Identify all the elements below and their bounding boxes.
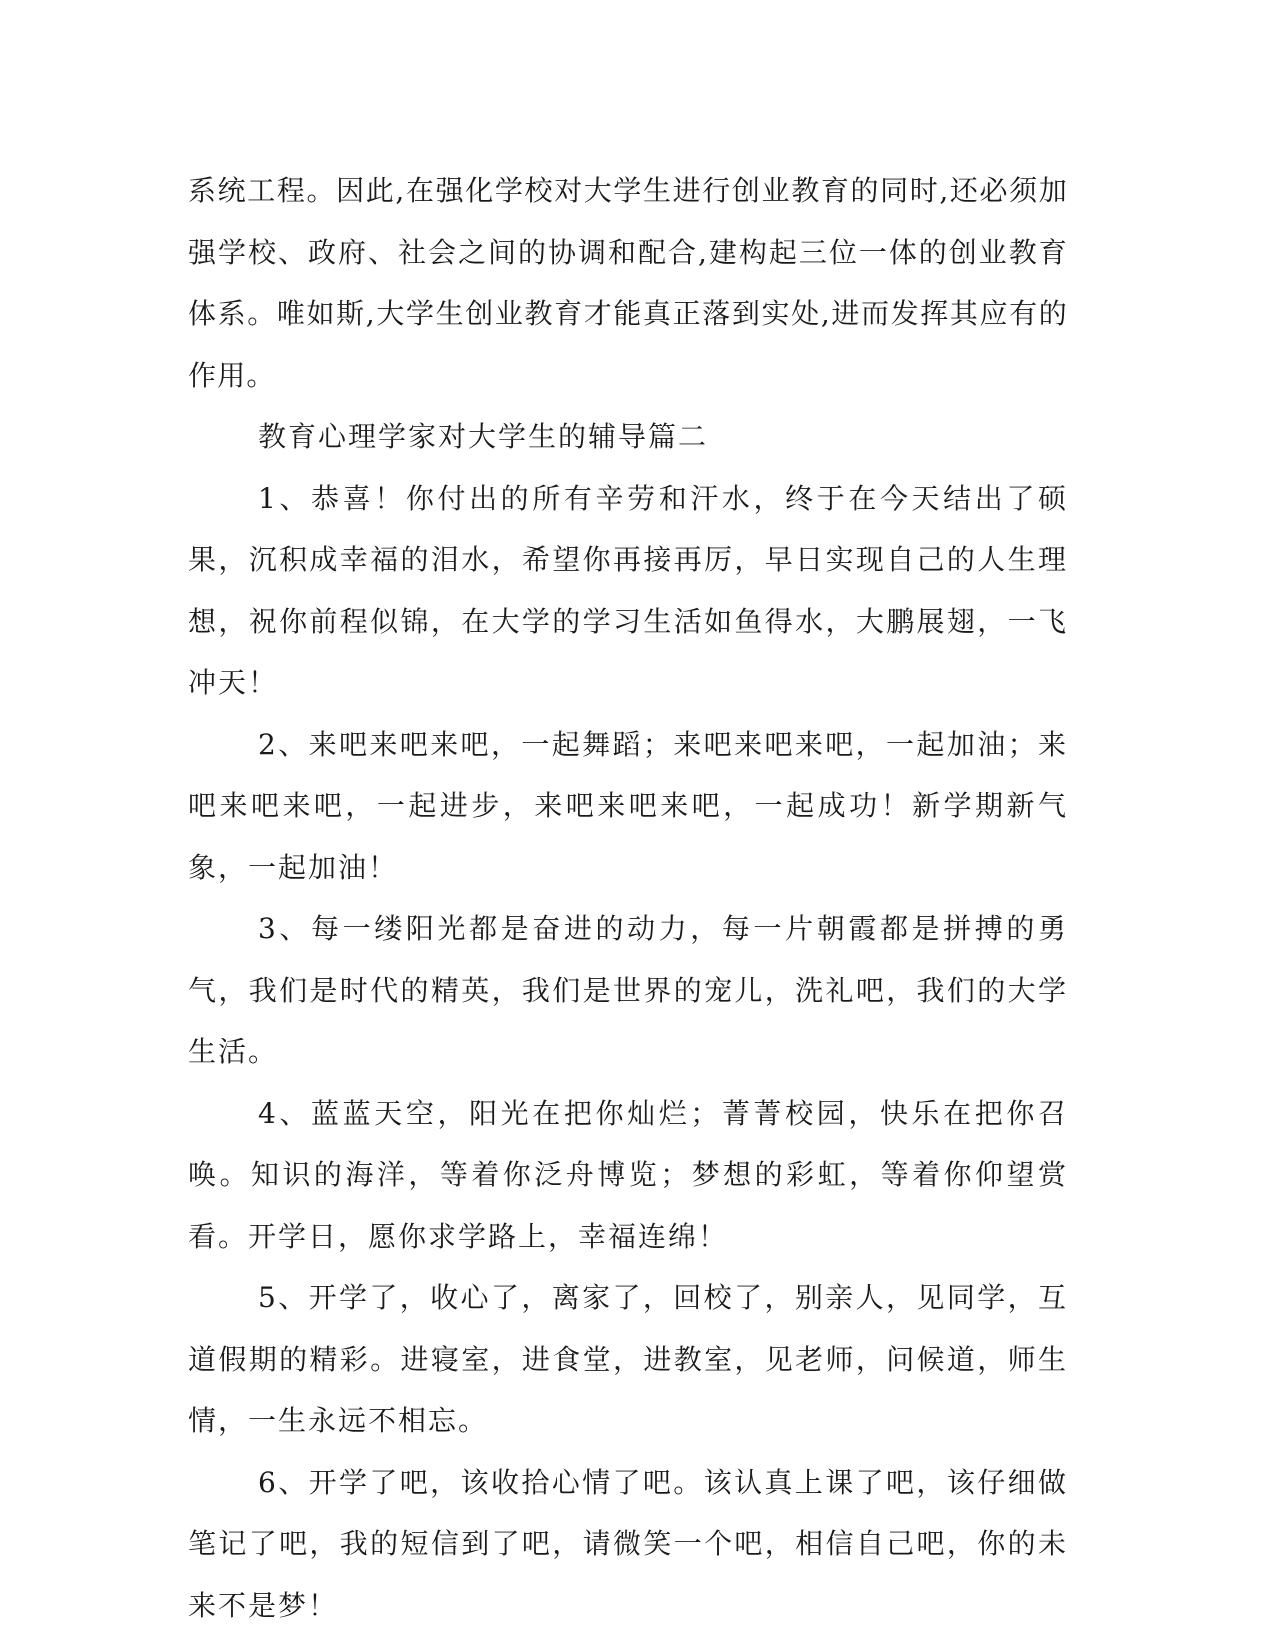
- continuation-paragraph: 系统工程。因此,在强化学校对大学生进行创业教育的同时,还必须加强学校、政府、社会之间的协调和配合,建构起三位一体的创业教育体系。唯如斯,大学生创业教育才能真正落到实处,进而发挥其应有的作用。: [188, 174, 1068, 392]
- list-item: 2、来吧来吧来吧，一起舞蹈；来吧来吧来吧，一起加油；来吧来吧来吧，一起进步，来吧来吧来吧，一起成功！新学期新气象，一起加油！: [188, 727, 1068, 884]
- list-item: 5、开学了，收心了，离家了，回校了，别亲人，见同学，互道假期的精彩。进寝室，进食堂，进教室，见老师，问候道，师生情，一生永远不相忘。: [188, 1281, 1068, 1437]
- list-item: 4、蓝蓝天空，阳光在把你灿烂；菁菁校园，快乐在把你召唤。知识的海洋，等着你泛舟博览；梦想的彩虹，等着你仰望赏看。开学日，愿你求学路上，幸福连绵！: [188, 1096, 1068, 1253]
- list-item: 6、开学了吧，该收拾心情了吧。该认真上课了吧，该仔细做笔记了吧，我的短信到了吧，请微笑一个吧，相信自己吧，你的未来不是梦！: [188, 1465, 1068, 1622]
- document-body: [188, 160, 1068, 1636]
- list-item: 3、每一缕阳光都是奋进的动力，每一片朝霞都是拼搏的勇气，我们是时代的精英，我们是世界的宠儿，洗礼吧，我们的大学生活。: [188, 912, 1068, 1068]
- section-title: 教育心理学家对大学生的辅导篇二: [258, 420, 709, 453]
- list-item: 1、恭喜！你付出的所有辛劳和汗水，终于在今天结出了硕果，沉积成幸福的泪水，希望你再接再厉，早日实现自己的人生理想，祝你前程似锦，在大学的学习生活如鱼得水，大鹏展翅，一飞冲天！: [188, 481, 1068, 699]
